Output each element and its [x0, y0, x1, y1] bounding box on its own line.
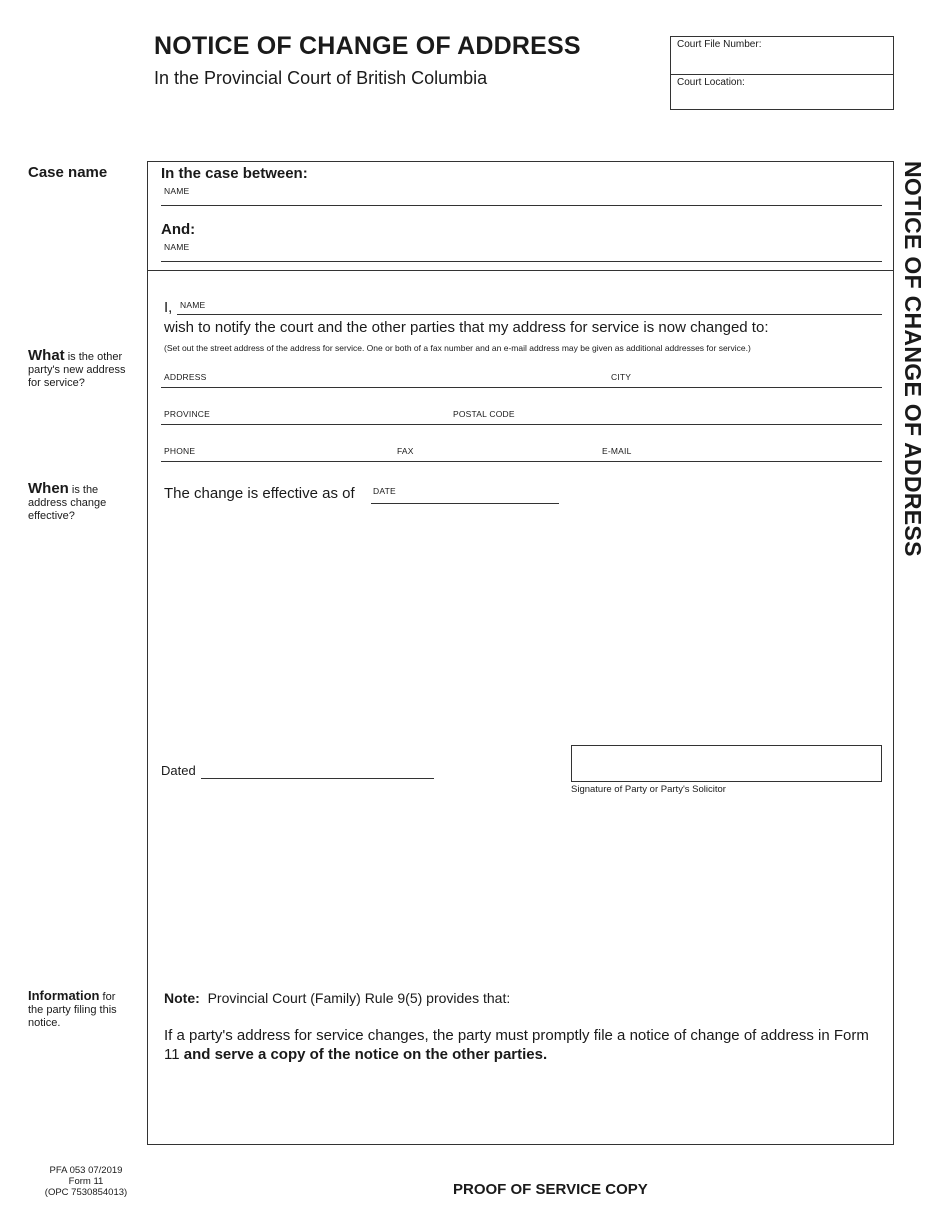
sidebar-what: What is the other party's new address for service?	[28, 347, 126, 389]
address-label: ADDRESS	[164, 372, 207, 382]
party2-name-field[interactable]	[161, 261, 882, 262]
date-label: DATE	[373, 486, 396, 496]
case-between-label: In the case between:	[161, 165, 308, 182]
sidebar-when: When is the address change effective?	[28, 480, 107, 522]
section-divider	[148, 270, 893, 271]
form-code: PFA 053 07/2019	[49, 1165, 123, 1176]
page-subtitle: In the Provincial Court of British Columbia	[154, 68, 488, 88]
province-label: PROVINCE	[164, 409, 210, 419]
court-file-number-label: Court File Number:	[677, 39, 762, 50]
party1-name-field[interactable]	[161, 205, 882, 206]
court-location-label: Court Location:	[677, 77, 745, 88]
copy-label: PROOF OF SERVICE COPY	[453, 1181, 648, 1198]
court-file-box	[670, 36, 894, 110]
and-label: And:	[161, 221, 196, 238]
court-file-number-field[interactable]	[671, 37, 893, 74]
party2-name-label: NAME	[164, 242, 190, 252]
form-body	[147, 161, 894, 1145]
sidebar-case-name: Case name	[28, 164, 108, 181]
note-body: If a party's address for service changes, the party must promptly file a notice of change of address in Form 11 and serve a copy of the notice on the other parties.	[164, 1027, 869, 1063]
address-instruction: (Set out the street address of the address for service. One or both of a fax number and an e-mail address may be given as additional addresses for service.)	[164, 343, 751, 353]
vertical-title: NOTICE OF CHANGE OF ADDRESS	[900, 161, 926, 557]
note-heading: Note: Provincial Court (Family) Rule 9(5) provides that:	[164, 990, 511, 1006]
opc-number: (OPC 7530854013)	[44, 1187, 128, 1198]
wish-text: wish to notify the court and the other parties that my address for service is now changed to:	[164, 319, 769, 336]
filer-name-field[interactable]	[177, 314, 882, 315]
signature-box[interactable]	[571, 745, 882, 782]
phone-label: PHONE	[164, 446, 196, 456]
page-title: NOTICE OF CHANGE OF ADDRESS	[154, 32, 581, 60]
filer-name-label: NAME	[180, 300, 206, 310]
sidebar-information: Information for the party filing this notice.	[28, 988, 117, 1029]
party1-name-label: NAME	[164, 186, 190, 196]
postal-code-label: POSTAL CODE	[453, 409, 515, 419]
form-number: Form 11	[68, 1176, 104, 1187]
effective-text: The change is effective as of	[164, 485, 355, 502]
fax-label: FAX	[397, 446, 414, 456]
phone-fax-email-field[interactable]	[161, 461, 882, 462]
address-field[interactable]	[161, 387, 882, 388]
province-postal-field[interactable]	[161, 424, 882, 425]
form-codes	[30, 1165, 142, 1198]
i-label: I,	[164, 299, 173, 316]
signature-label: Signature of Party or Party's Solicitor	[571, 784, 726, 795]
dated-label: Dated	[161, 763, 196, 778]
court-location-field[interactable]	[671, 74, 893, 111]
dated-field[interactable]	[201, 778, 434, 779]
effective-date-field[interactable]	[371, 503, 559, 504]
email-label: E-MAIL	[602, 446, 632, 456]
city-label: CITY	[611, 372, 632, 382]
